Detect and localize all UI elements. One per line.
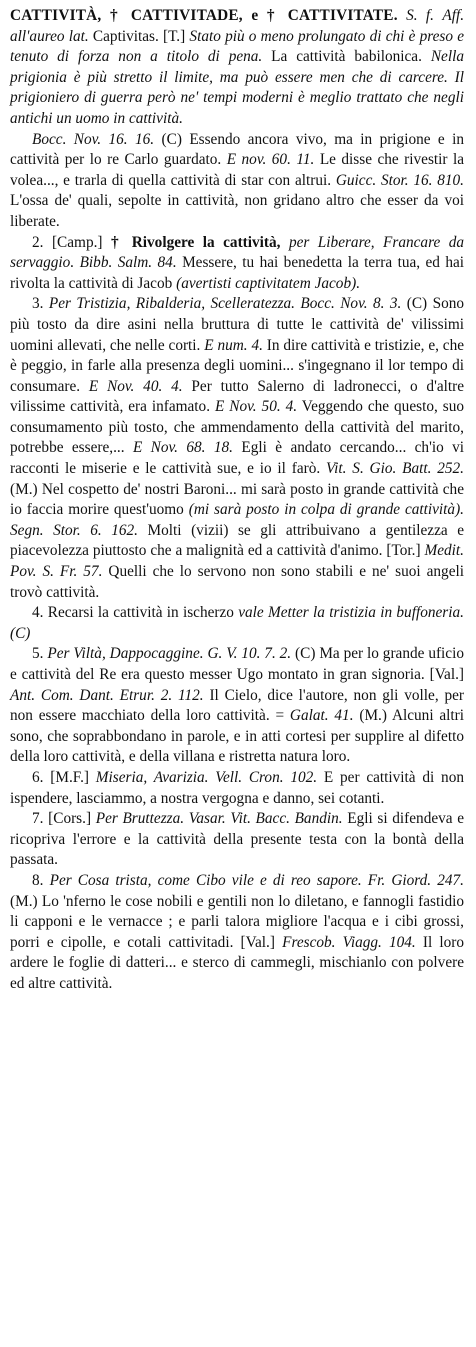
citation-text: Nel cospetto de' nostri Baroni... mi sarà posto in grande cattività che io faccia morire quest'uomo: [10, 480, 464, 519]
citation-source: E num. 4.: [204, 336, 263, 354]
sense-8: [10, 871, 464, 995]
citation-gloss: (mi sarà posto in colpa di grande cattività).: [188, 501, 464, 519]
citation-text: Egli si difendeva e ricopriva l'errore e la cattività della presente testa con la bontà della passata.: [10, 810, 465, 869]
citation-tag: (C): [10, 624, 31, 642]
citation-source: E Nov. 50. 4.: [214, 398, 298, 416]
citation-tag: (M.): [10, 480, 38, 498]
citation-text: Quelli che lo servono non sono stabili e ne' suoi angeli trovò cattività.: [10, 563, 464, 601]
citation-source: Frescob. Viagg. 104.: [282, 933, 416, 951]
source-tag: [Cors.]: [48, 810, 92, 828]
citation-source: Vit. S. Gio. Batt. 252.: [325, 460, 464, 478]
source-tag: [Tor.]: [386, 542, 421, 560]
sense-gloss: Per Viltà, Dappocaggine.: [47, 645, 204, 663]
citation-text: Per tutto Salerno di ladronecci, o d'altre vilissime cattività, era infamato.: [10, 377, 465, 416]
headword: CATTIVITÀ, † CATTIVITADE, e † CATTIVITATE.: [10, 7, 398, 24]
citation-tag: (M.): [359, 707, 387, 725]
sense-number: 7.: [32, 810, 44, 828]
sense-number: 4.: [32, 604, 44, 622]
sense-7: [10, 809, 464, 871]
citation-text: Essendo ancora vivo, ma in prigione e in cattività per lo re Carlo guardato.: [10, 130, 464, 169]
usage-example: Nella prigionia è più stretto il limite, ma può essere men che di carcere. Il prigioniero di guerra però ne' tempi moderni è meglio trattato che negli antichi un uomo in cattività.: [10, 48, 464, 127]
citation-text: In dire cattività e tristizie, e, che è peggio, in farle alla presenza degli uomini... s'ingegnano il lor tempo di consumare.: [10, 336, 465, 395]
sense-number: 3.: [32, 295, 44, 313]
citation-source: Medit. Pov. S. Fr. 57.: [10, 542, 464, 581]
sense-number: 8.: [32, 871, 44, 889]
citation-source: Bocc. Nov. 8. 3.: [300, 295, 402, 313]
sense-number: 6.: [32, 768, 44, 786]
citation-source: G. V. 10. 7. 2.: [207, 645, 292, 663]
quotations-paragraph: [10, 130, 464, 233]
latin-gloss: (avertisti captivitatem Jacob).: [176, 274, 361, 292]
citation-tag: (C): [406, 295, 428, 313]
citation-tag: (C): [161, 130, 182, 148]
headword-paragraph: [10, 6, 464, 130]
sense-gloss: vale Metter la tristizia in buffoneria.: [238, 604, 464, 622]
citation-text: Ma per lo grande uficio e cattività del Re era questo messer Ugo montato in gran signoria.: [10, 645, 464, 683]
citation-source: E Nov. 68. 18.: [132, 439, 234, 457]
citation-source: Bocc. Nov. 16. 16.: [32, 130, 155, 148]
sense-gloss: Miseria, Avarizia.: [95, 768, 209, 786]
citation-source: Fr. Giord. 247.: [367, 871, 464, 889]
part-of-speech: S. f.: [406, 7, 434, 24]
citation-text: Molti (vizii) se gli attribuivano a gentilezza e piacevolezza piuttosto che a malignità ed a cattività d'animo.: [10, 521, 464, 560]
citation-source: Ant. Com. Dant. Etrur. 2. 112.: [10, 686, 204, 704]
sense-phrase: † Rivolgere la cattività,: [110, 233, 281, 251]
citation-source: Bibb. Salm. 84.: [79, 254, 177, 272]
source-tag: [T.]: [162, 27, 186, 45]
citation-source: Vasar. Vit. Bacc. Bandin.: [188, 810, 343, 828]
sense-gloss: Per Tristizia, Ribalderia, Scelleratezza.: [48, 295, 295, 313]
usage-example: La cattività babilonica.: [271, 48, 422, 66]
citation-source: E nov. 60. 11.: [226, 151, 315, 169]
citation-source: Guicc. Stor. 16. 810.: [335, 171, 464, 189]
citation-source: Segn. Stor. 6. 162.: [10, 521, 139, 539]
citation-text: Egli è andato cercando... ch'io vi racconti le miserie e le cattività sue, e io il farò.: [10, 439, 465, 478]
source-tag: [M.F.]: [50, 768, 89, 786]
sense-3: [10, 294, 464, 603]
citation-text: Messere, tu hai benedetta la terra tua, ed hai rivolta la cattività di Jacob: [10, 254, 465, 292]
citation-source: E Nov. 40. 4.: [88, 377, 183, 395]
sense-gloss: Per Bruttezza.: [95, 810, 185, 828]
citation-text: Veggendo che questo, suo consumamento più tosto, che ammendamento della cattività del marito, potrebbe essere,...: [10, 398, 464, 457]
citation-text: Lo 'nferno le cose nobili e gentili non lo diletano, e fannogli fastidio li capponi e le vernacce ; e parli talora migliore l'acqua e i cibi grossi, porri e cipolle, e cotali cattivitadi.: [10, 892, 464, 951]
definition: Stato più o meno prolungato di chi è preso e tenuto di forza non a titolo di pena.: [10, 27, 464, 66]
citation-source: Vell. Cron. 102.: [215, 768, 318, 786]
sense-5: [10, 644, 464, 768]
citation-text: E per cattività di non ispendere, lasciammo, a nostra vergogna e danno, sei cotanti.: [10, 768, 464, 807]
sense-gloss: per Liberare, Francare da servaggio.: [10, 233, 465, 272]
sense-gloss: Per Cosa trista, come Cibo vile e di reo sapore.: [49, 871, 362, 889]
sense-2: [10, 233, 464, 295]
source-tag: [Val.]: [429, 666, 464, 683]
citation-tag: (C): [295, 645, 316, 663]
etymology-label: Aff. all'aureo lat.: [10, 7, 465, 45]
citation-tag: (M.): [10, 892, 38, 910]
source-tag: [Val.]: [240, 933, 275, 951]
source-tag: [Camp.]: [51, 233, 103, 251]
citation-text: L'ossa de' quali, sepolte in cattività, non gridano altro che esser da voi liberate.: [10, 192, 464, 230]
sense-4: [10, 603, 464, 644]
citation-text: Il loro ardere le foglie di datteri... e sterco di cammegli, mischianlo con polvere ed altre cattività.: [10, 933, 465, 992]
citation-source: Galat. 41.: [289, 707, 354, 725]
etymology-word: Captivitas.: [92, 27, 159, 45]
sense-phrase: Recarsi la cattività in ischerzo: [47, 604, 234, 622]
citation-text: Sono più tosto da dire asini nella bruttura di tutte le cattività de' vilissimi uomini allevati, che nelle corti.: [10, 295, 465, 354]
citation-text: Alcuni altri sono, che soprabbondano in parole, e in atti cortesi per supplire al difetto della loro cattività, e della villana e ristretta natura loro.: [10, 707, 465, 766]
sense-6: [10, 768, 464, 809]
citation-text: Le disse che rivestir la volea..., e trarla di quella cattività di star con altrui.: [10, 151, 464, 189]
sense-number: 5.: [32, 645, 44, 663]
sense-number: 2.: [32, 233, 44, 251]
citation-text: Il Cielo, dice l'autore, non gli volle, per non essere macchiato della loro cattività. =: [10, 686, 464, 725]
